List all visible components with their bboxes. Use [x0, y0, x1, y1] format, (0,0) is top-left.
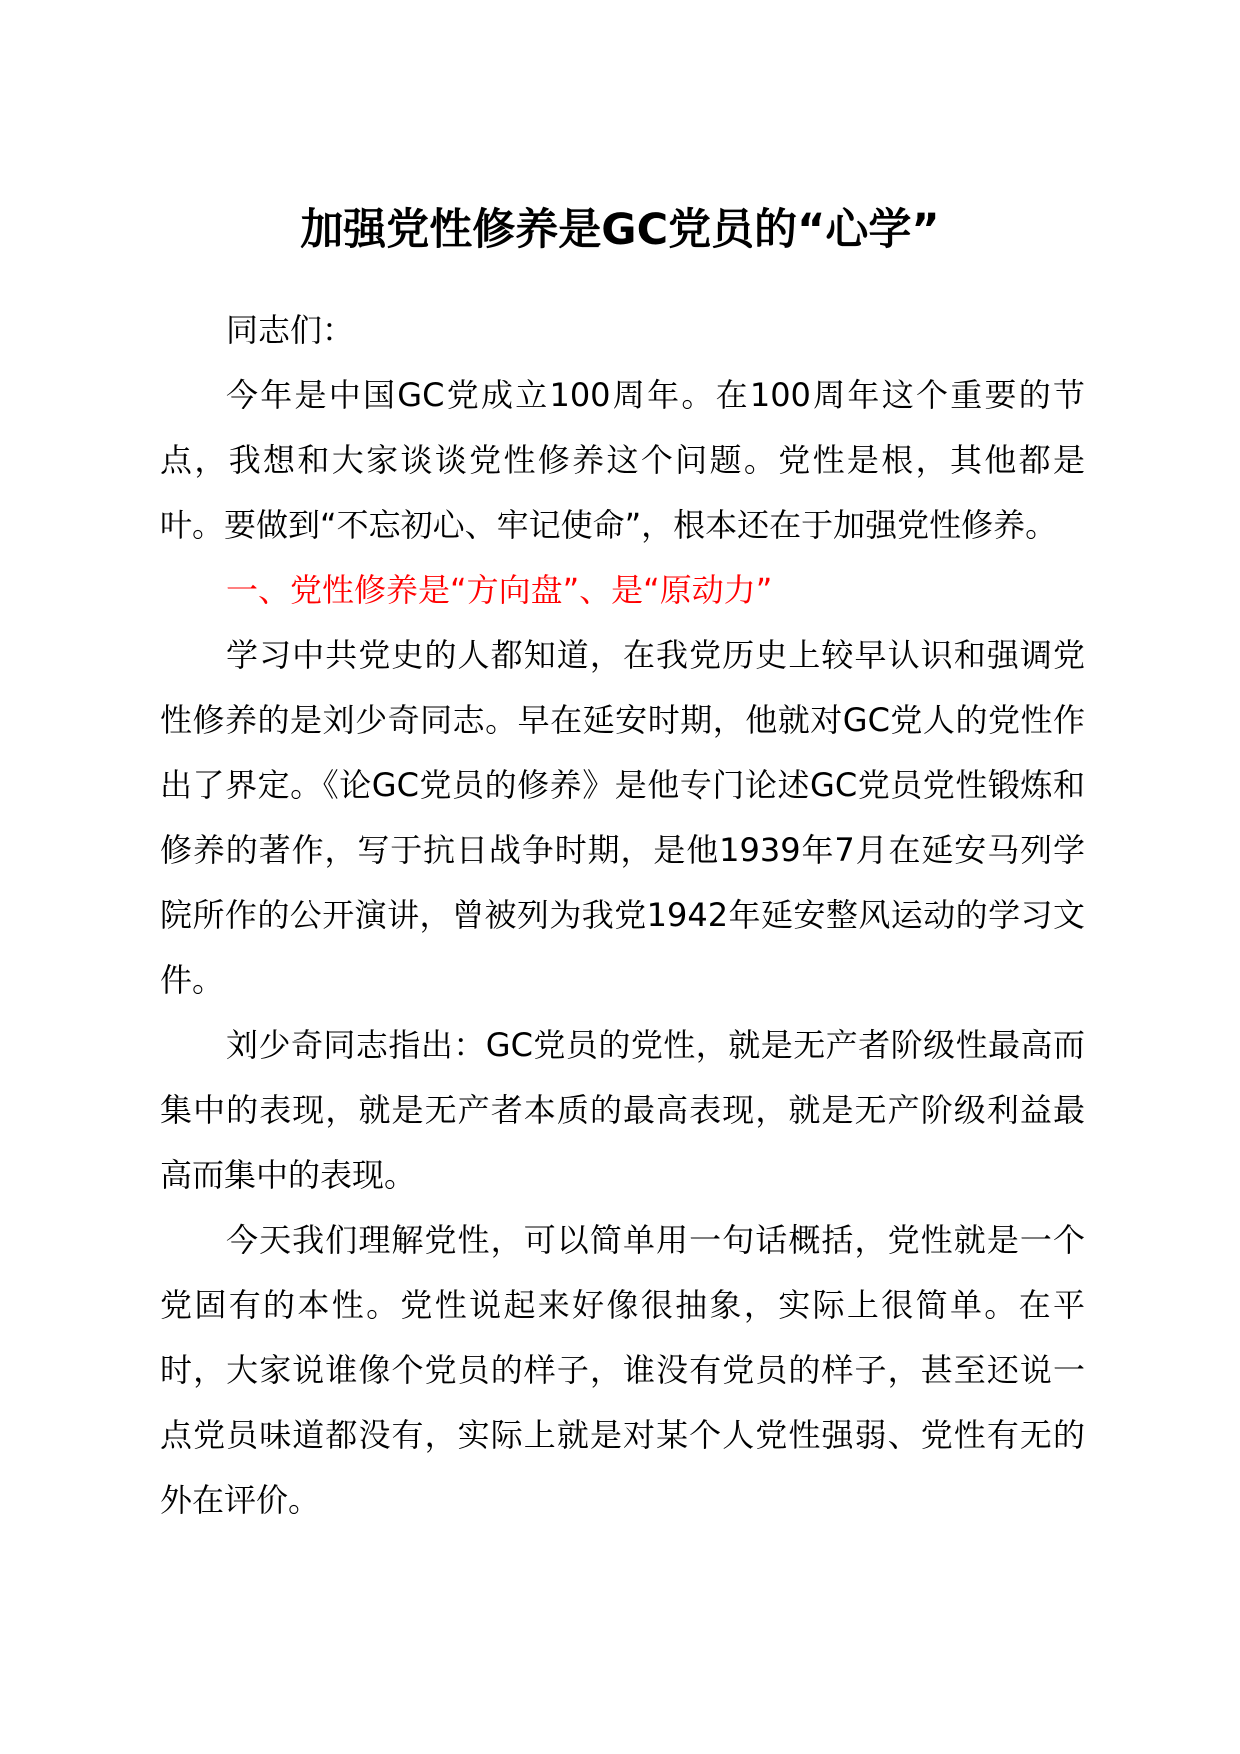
paragraph-explanation: 今天我们理解党性，可以简单用一句话概括，党性就是一个党固有的本性。党性说起来好像很抽象，实际上很简单。在平时，大家说谁像个党员的样子，谁没有党员的样子，甚至还说一点党员味道都没有，实际上就是对某个人党性强弱、党性有无的外在评价。 [160, 1221, 1085, 1519]
paragraph-history: 学习中共党史的人都知道，在我党历史上较早认识和强调党性修养的是刘少奇同志。早在延安时期，他就对GC党人的党性作出了界定。《论GC党员的修养》是他专门论述GC党员党性锻炼和修养的著作，写于抗日战争时期，是他1939年7月在延安马列学院所作的公开演讲，曾被列为我党1942年延安整风运动的学习文件。 [160, 636, 1085, 999]
document-title: 加强党性修养是GC党员的“心学” [300, 205, 940, 255]
document-body [160, 298, 1085, 1533]
paragraph-quote: 刘少奇同志指出：GC党员的党性，就是无产者阶级性最高而集中的表现，就是无产者本质的最高表现，就是无产阶级利益最高而集中的表现。 [160, 1026, 1085, 1194]
salutation: 同志们： [226, 311, 355, 349]
section-heading: 一、党性修养是“方向盘”、是“原动力” [226, 571, 773, 609]
paragraph-intro: 今年是中国GC党成立100周年。在100周年这个重要的节点，我想和大家谈谈党性修养这个问题。党性是根，其他都是叶。要做到“不忘初心、牢记使命”，根本还在于加强党性修养。 [160, 376, 1085, 544]
